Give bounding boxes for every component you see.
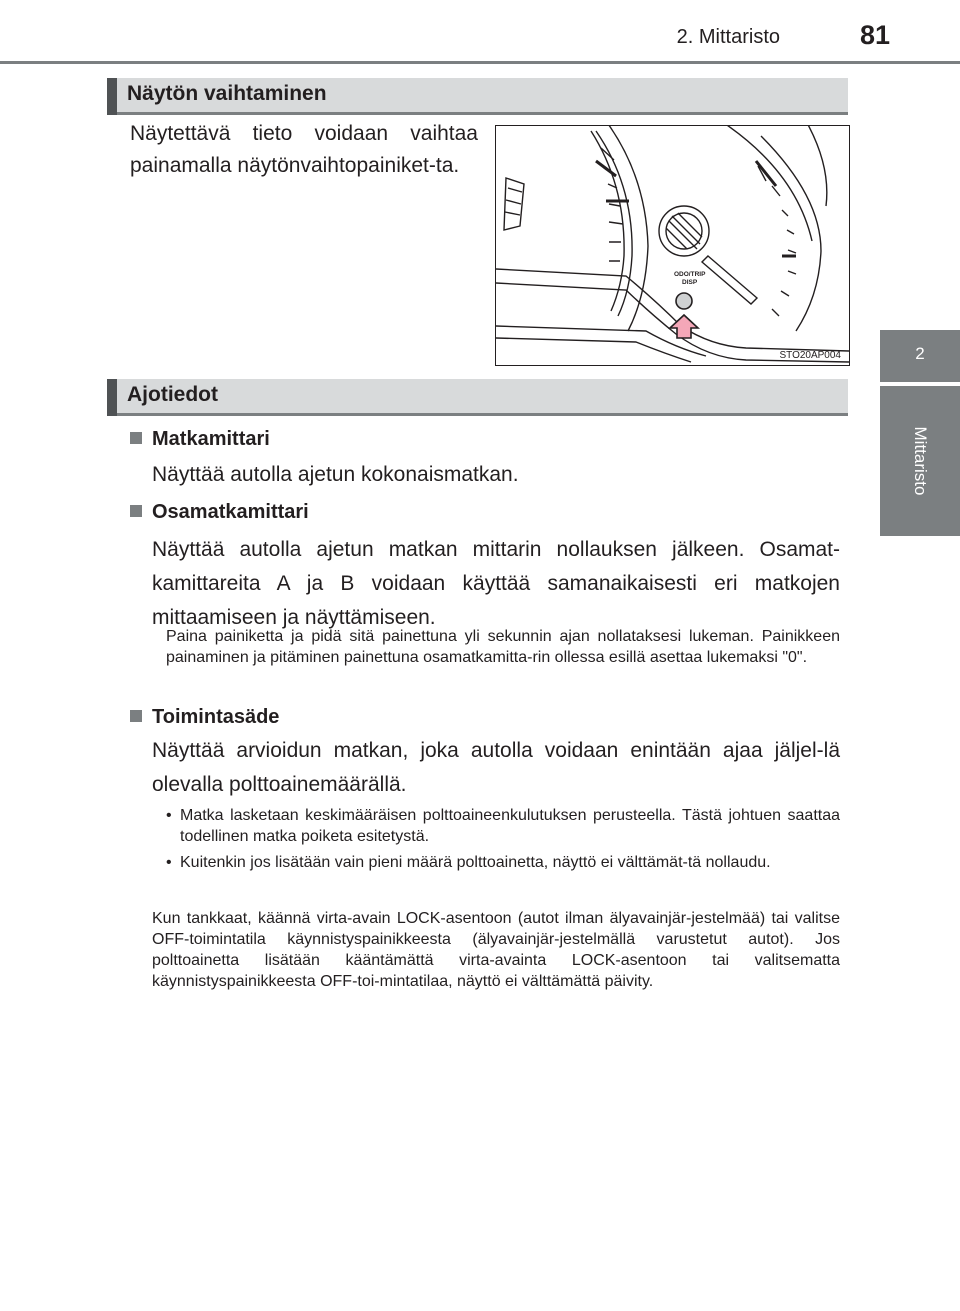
refuel-note: Kun tankkaat, käännä virta-avain LOCK-asentoon (autot ilman älyavainjär-jestelmää) tai valitse OFF-toimintatila käynnistyspainikkeesta (älyavainjär-jestelmällä varustetut autot). Jos polttoainetta lisätään kääntämättä virta-avainta LOCK-asentoon tai valitsematta käynnistyspainikkeesta OFF-toi-mintatilaa, näyttö ei välttämättä päivity.	[152, 910, 840, 990]
instrument-cluster-illustration	[495, 125, 850, 366]
section-title: Ajotiedot	[127, 383, 218, 406]
section-header-bar	[107, 379, 117, 416]
bullet-dot: •	[166, 807, 172, 824]
subheading-text: Toimintasäde	[152, 706, 280, 728]
square-bullet-icon	[130, 432, 142, 444]
running-header-chapter: 2. Mittaristo	[676, 26, 780, 48]
subheading-text: Osamatkamittari	[152, 501, 309, 523]
range-text: Näyttää arvioidun matkan, joka autolla voidaan enintään ajaa jäljel-lä olevalla polttoainemäärällä.	[152, 739, 840, 796]
subheading-range	[130, 706, 279, 729]
bullet-text: Kuitenkin jos lisätään vain pieni määrä polttoainetta, näyttö ei välttämät-tä nollaudu.	[180, 854, 771, 871]
section-title: Näytön vaihtaminen	[127, 82, 327, 105]
display-switch-text: Näytettävä tieto voidaan vaihtaa painamalla näytönvaihtopainiket-ta.	[130, 122, 478, 177]
chapter-label: Mittaristo	[911, 426, 930, 496]
bullet-dot: •	[166, 854, 172, 871]
section-header-trip-info	[107, 379, 848, 416]
subheading-trip-meter	[130, 501, 309, 524]
chapter-tab-number	[880, 330, 960, 382]
range-bullet-1	[166, 805, 840, 847]
square-bullet-icon	[130, 505, 142, 517]
figure-code: STO20AP004	[779, 350, 841, 361]
range-bullet-2	[166, 852, 840, 873]
subheading-odometer	[130, 428, 270, 451]
chapter-number: 2	[915, 344, 925, 363]
chapter-tab-label	[880, 386, 960, 536]
trip-meter-text: Näyttää autolla ajetun matkan mittarin nollauksen jälkeen. Osamat-kamittareita A ja B voidaan käyttää samanaikaisesti eri matkojen mittaamiseen ja näyttämiseen.	[152, 538, 840, 629]
trip-meter-note: Paina painiketta ja pidä sitä painettuna yli sekunnin ajan nollataksesi lukeman. Painikkeen painaminen ja pitäminen painettuna osamatkamitta-rin ollessa esillä asettaa lukemaksi "0".	[166, 628, 840, 666]
bullet-text: Matka lasketaan keskimääräisen polttoaineenkulutuksen perusteella. Tästä johtuen saattaa todellinen matka poiketa esitetystä.	[180, 807, 840, 845]
section-header-display-switch	[107, 78, 848, 115]
subheading-text: Matkamittari	[152, 428, 270, 450]
disp-button-label: DISP	[682, 279, 698, 286]
header-rule	[0, 61, 960, 64]
square-bullet-icon	[130, 710, 142, 722]
odo-trip-button-label: ODO/TRIP	[674, 271, 706, 278]
page-number: 81	[859, 20, 890, 50]
section-header-bar	[107, 78, 117, 115]
cluster-drawing	[496, 126, 849, 365]
odometer-text: Näyttää autolla ajetun kokonaismatkan.	[152, 463, 519, 486]
